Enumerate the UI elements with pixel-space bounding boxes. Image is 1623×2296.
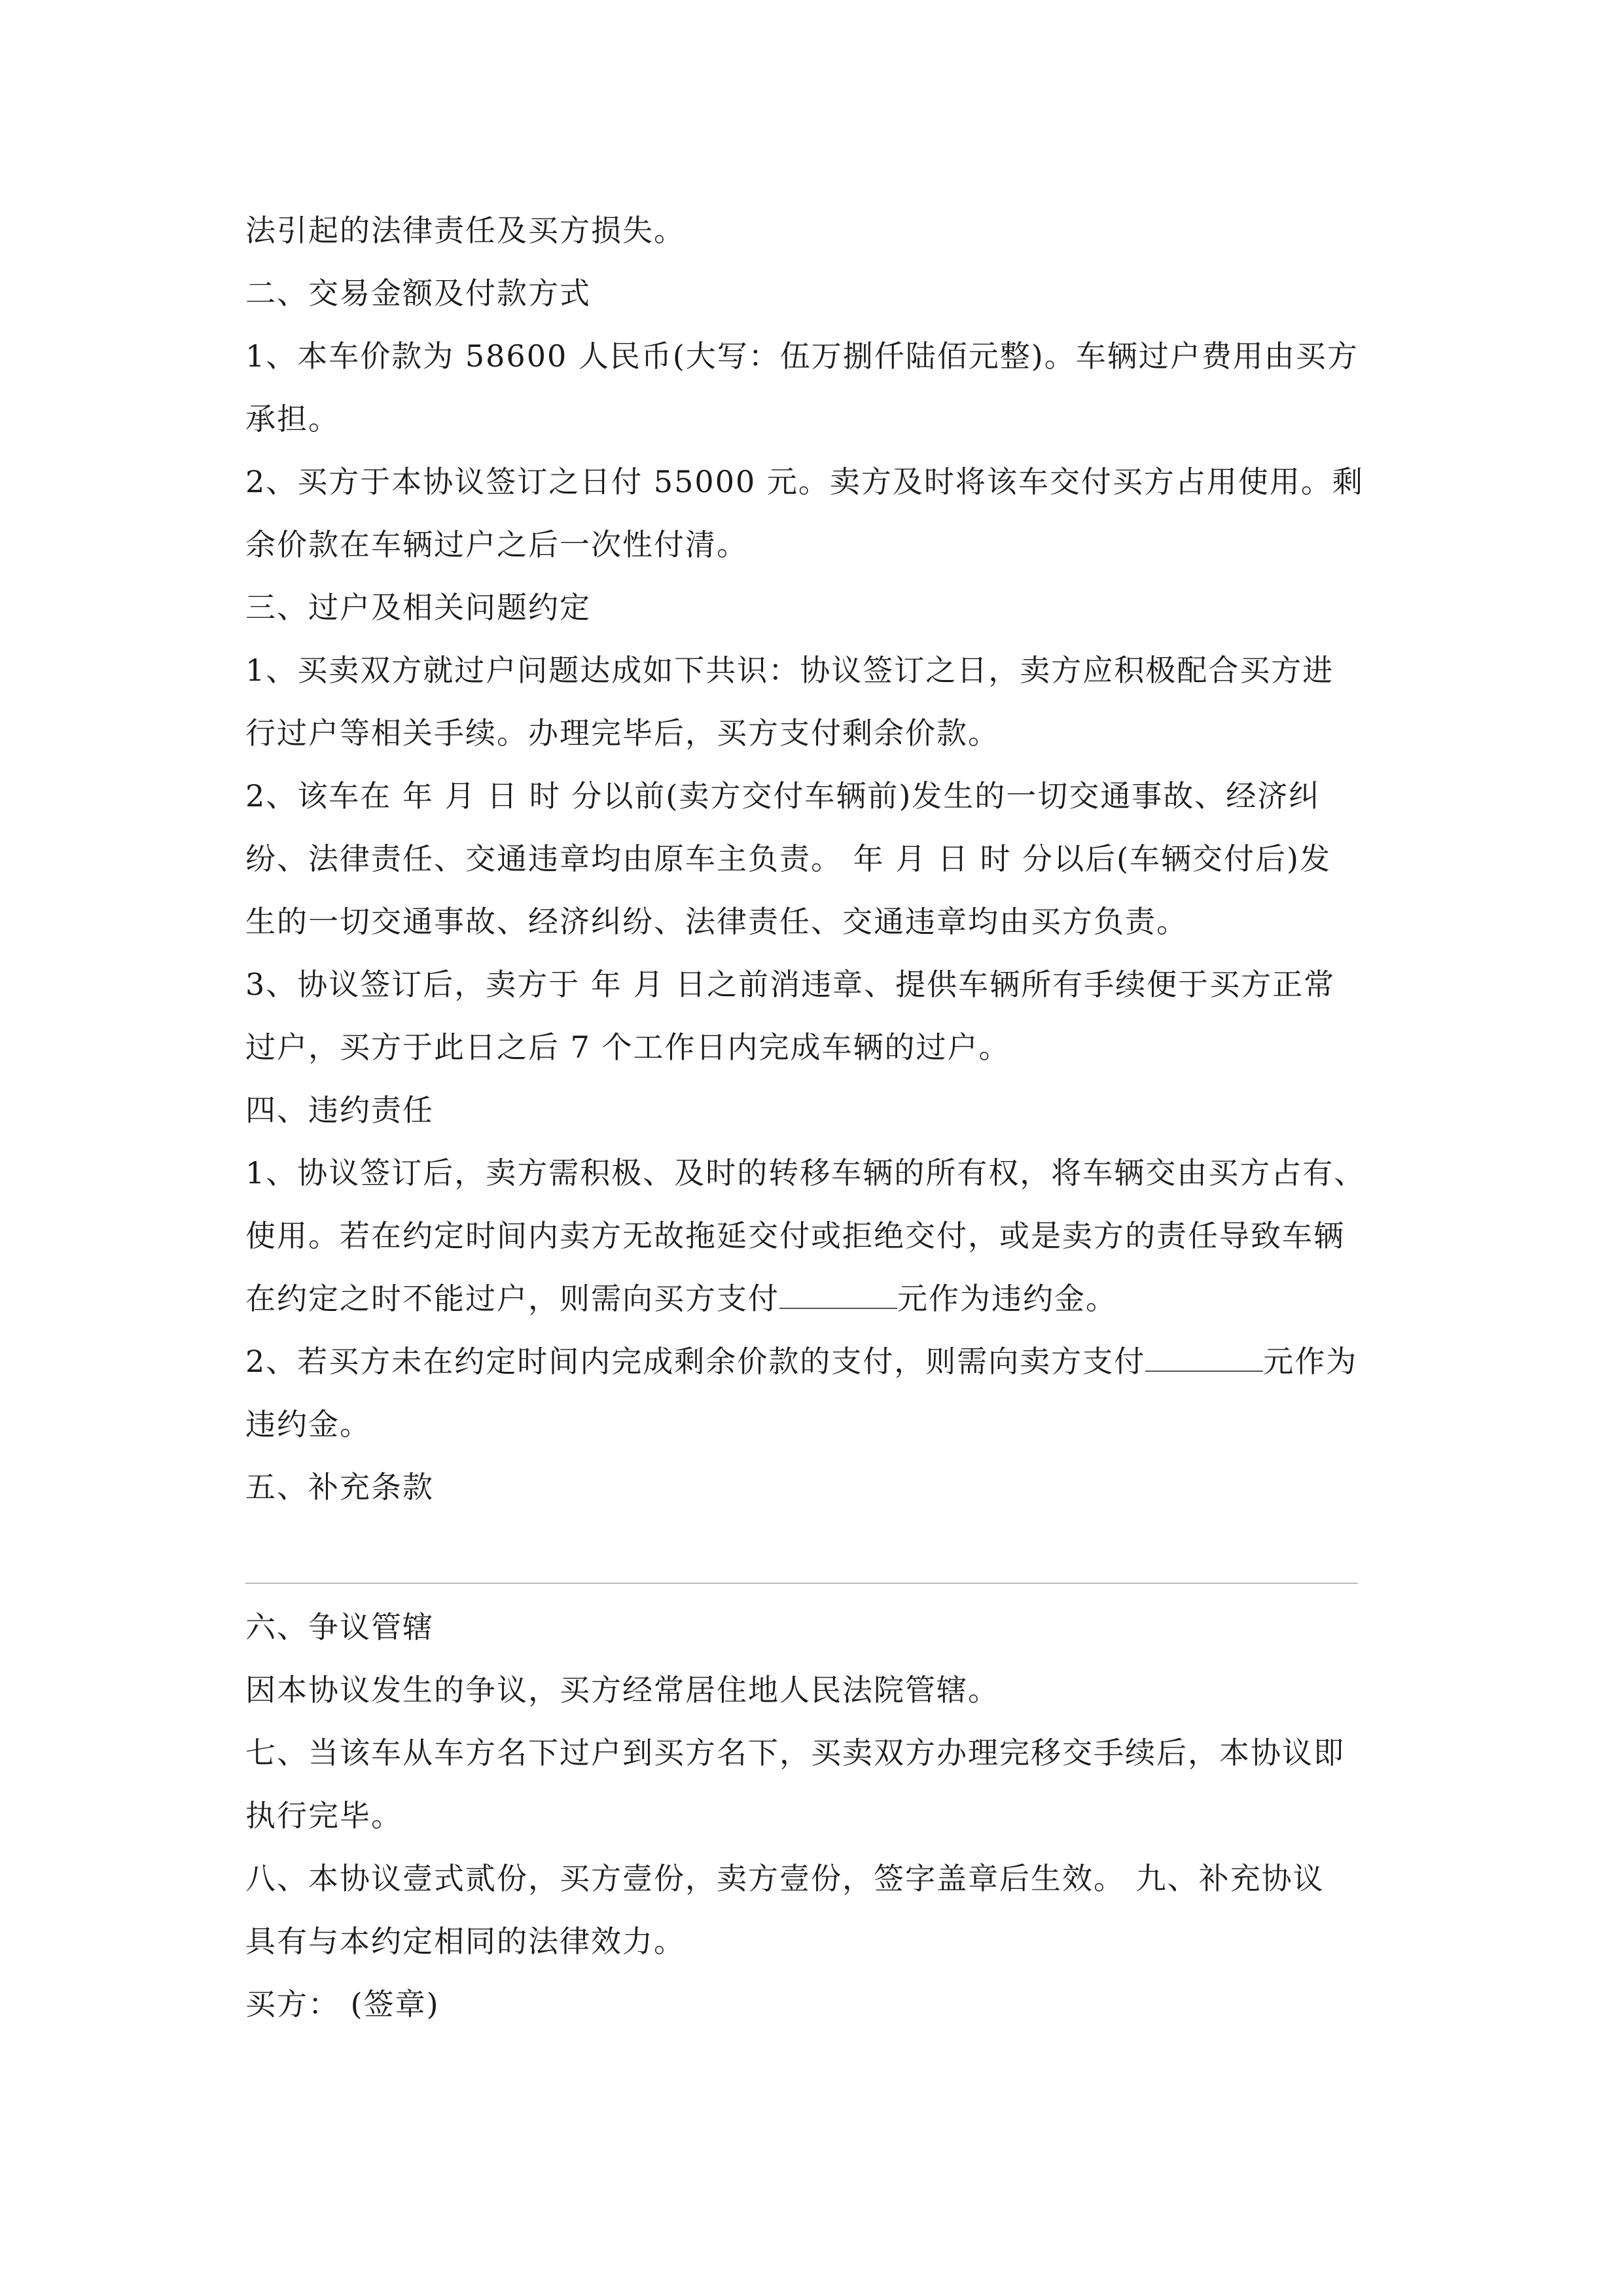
section-heading-5: 五、补充条款 <box>245 1469 434 1505</box>
text-line: 执行完毕。 <box>245 1798 402 1833</box>
section-heading-4: 四、违约责任 <box>245 1092 434 1128</box>
text-line: 2、买方于本协议签订之日付 55000 元。卖方及时将该车交付买方占用使用。剩 <box>245 464 1364 499</box>
text-line: 3、协议签订后，卖方于 年 月 日之前消违章、提供车辆所有手续便于买方正常 <box>245 967 1336 1002</box>
section-heading-3: 三、过户及相关问题约定 <box>245 590 591 625</box>
amount-blank-1 <box>779 1282 897 1309</box>
penalty2-before: 2、若买方未在约定时间内完成剩余价款的支付，则需向卖方支付 <box>245 1344 1146 1379</box>
text-line: 具有与本约定相同的法律效力。 <box>245 1924 685 1959</box>
text-line: 2、该车在 年 月 日 时 分以前(卖方交付车辆前)发生的一切交通事故、经济纠 <box>245 778 1321 814</box>
text-line: 余价款在车辆过户之后一次性付清。 <box>245 527 748 562</box>
text-line: 违约金。 <box>245 1407 371 1442</box>
text-line: 1、协议签订后，卖方需积极、及时的转移车辆的所有权，将车辆交由买方占有、 <box>245 1155 1366 1191</box>
text-line: 过户，买方于此日之后 7 个工作日内完成车辆的过户。 <box>245 1030 1010 1065</box>
penalty1-after: 元作为违约金。 <box>897 1281 1117 1316</box>
penalty1-before: 在约定之时不能过户，则需向买方支付 <box>245 1281 779 1316</box>
text-line: 因本协议发生的争议，买方经常居住地人民法院管辖。 <box>245 1672 999 1708</box>
text-line: 七、当该车从车方名下过户到买方名下，买卖双方办理完移交手续后，本协议即 <box>245 1735 1345 1770</box>
amount-blank-2 <box>1145 1344 1263 1372</box>
text-line: 八、本协议壹式贰份，买方壹份，卖方壹份，签字盖章后生效。 九、补充协议 <box>245 1861 1325 1896</box>
buyer-signature-line: 买方： (签章) <box>245 1986 440 2022</box>
text-line: 承担。 <box>245 401 340 437</box>
text-line: 1、买卖双方就过户问题达成如下共识：协议签订之日，卖方应积极配合买方进 <box>245 653 1334 688</box>
text-line: 使用。若在约定时间内卖方无故拖延交付或拒绝交付，或是卖方的责任导致车辆 <box>245 1218 1345 1253</box>
text-line: 法引起的法律责任及买方损失。 <box>245 213 685 248</box>
penalty2-after: 元作为 <box>1263 1344 1358 1379</box>
text-line: 1、本车价款为 58600 人民币(大写：伍万捌仟陆佰元整)。车辆过户费用由买方 <box>245 338 1359 374</box>
text-line: 生的一切交通事故、经济纠纷、法律责任、交通违章均由买方负责。 <box>245 904 1188 939</box>
supplementary-blank-rule <box>245 1583 1358 1584</box>
text-line: 行过户等相关手续。办理完毕后，买方支付剩余价款。 <box>245 715 999 751</box>
penalty-line-1 <box>245 1279 1397 1318</box>
section-heading-6: 六、争议管辖 <box>245 1609 434 1645</box>
section-heading-2: 二、交易金额及付款方式 <box>245 276 591 311</box>
penalty-line-2 <box>245 1342 1397 1381</box>
text-line: 纷、法律责任、交通违章均由原车主负责。 年 月 日 时 分以后(车辆交付后)发 <box>245 841 1332 876</box>
